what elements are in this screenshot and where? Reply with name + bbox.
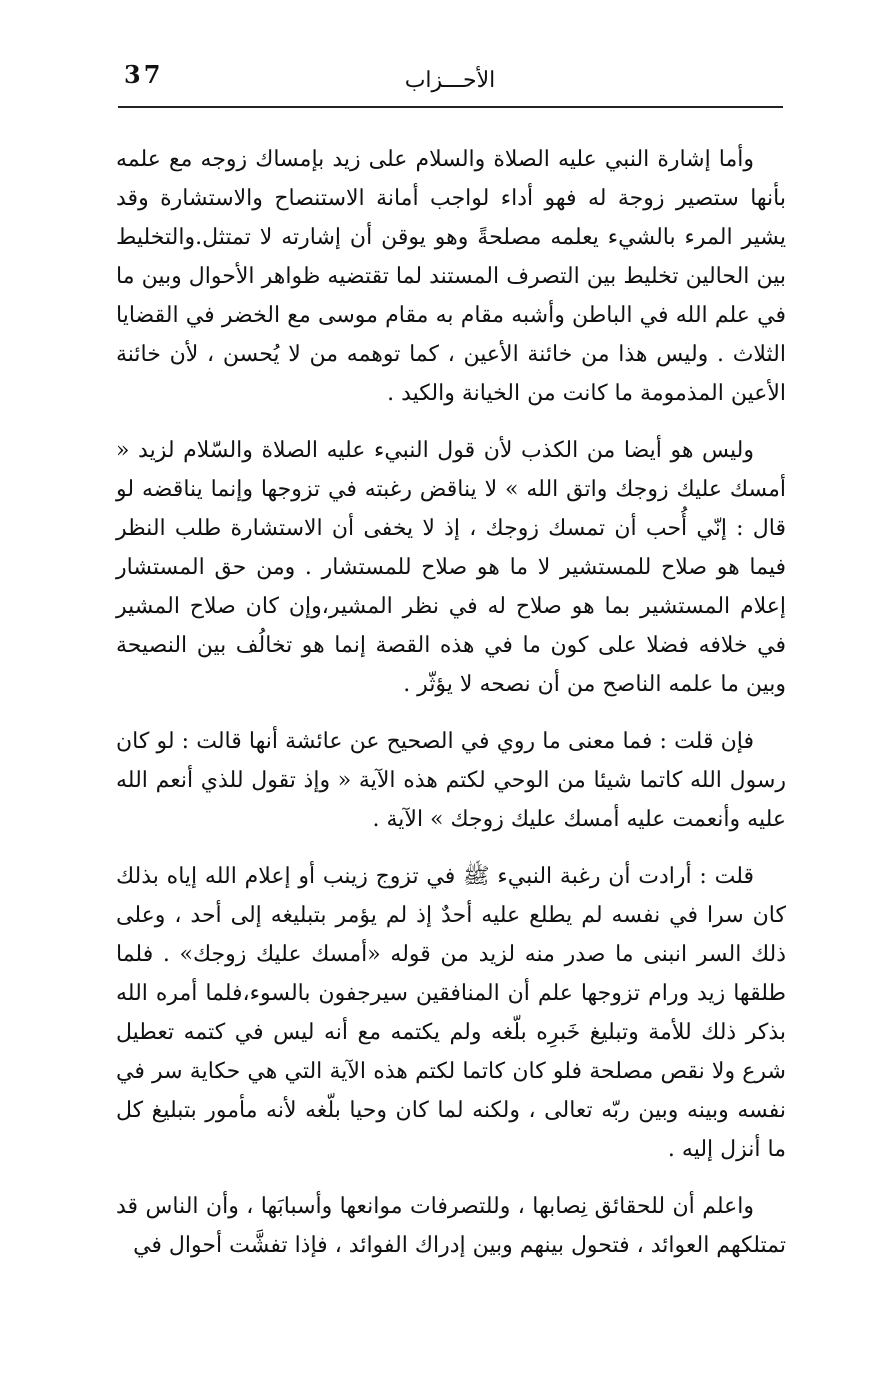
paragraph: وأما إشارة النبي عليه الصلاة والسلام على زيد بإمساك زوجه مع علمه بأنها ستصير زوجة له فهو أداء لواجب أمانة الاستنصاح والاستشارة وقد يشير المرء بالشيء يعلمه مصلحةً وهو يوقن أن إشارته لا تمتثل.والتخليط بين الحالين تخليط بين التصرف المستند لما تقتضيه ظواهر الأحوال وبين ما في علم الله في الباطن وأشبه مقام به مقام موسى مع الخضر في القضايا الثلاث . وليس هذا من خائنة الأعين ، كما توهمه من لا يُحسن ، لأن خائنة الأعين المذمومة ما كانت من الخيانة والكيد . (116, 147, 786, 406)
header-divider (118, 106, 783, 108)
running-title: الأحـــزاب (404, 68, 496, 93)
paragraph: واعلم أن للحقائق نِصابها ، وللتصرفات موانعها وأسبابَها ، وأن الناس قد تمتلكهم العوائد ، فتحول بينهم وبين إدراك الفوائد ، فإذا تفشَّت أحوال في (116, 1194, 786, 1258)
body-text (116, 140, 786, 1283)
paragraph: قلت : أرادت أن رغبة النبيء ﷺ في تزوج زينب أو إعلام الله إياه بذلك كان سرا في نفسه لم يطلع عليه أحدٌ إذ لم يؤمر بتبليغه إلى أحد ، وعلى ذلك السر انبنى ما صدر منه لزيد من قوله «أمسك عليك زوجك» . فلما طلقها زيد ورام تزوجها علم أن المنافقين سيرجفون بالسوء،فلما أمره الله بذكر ذلك للأمة وتبليغ خَبرِه بلّغه ولم يكتمه مع أنه ليس في كتمه تعطيل شرع ولا نقص مصلحة فلو كان كاتما لكتم هذه الآية التي هي حكاية سر في نفسه وبينه وبين ربّه تعالى ، ولكنه لما كان وحيا بلّغه لأنه مأمور بتبليغ كل ما أنزل إليه . (116, 864, 786, 1162)
paragraph: وليس هو أيضا من الكذب لأن قول النبيء عليه الصلاة والسّلام لزيد « أمسك عليك زوجك واتق الله » لا يناقض رغبته في تزوجها وإنما يناقضه لو قال : إنّي أُحب أن تمسك زوجك ، إذ لا يخفى أن الاستشارة طلب النظر فيما هو صلاح للمستشير لا ما هو صلاح للمستشار . ومن حق المستشار إعلام المستشير بما هو صلاح له في نظر المشير،وإن كان صلاح المشير في خلافه فضلا على كون ما في هذه القصة إنما هو تخالُف بين النصيحة وبين ما علمه الناصح من أن نصحه لا يؤثّر . (116, 438, 786, 697)
paragraph: فإن قلت : فما معنى ما روي في الصحيح عن عائشة أنها قالت : لو كان رسول الله كاتما شيئا من الوحي لكتم هذه الآية « وإذ تقول للذي أنعم الله عليه وأنعمت عليه أمسك عليك زوجك » الآية . (116, 729, 786, 832)
page-number: 37 (124, 60, 164, 89)
